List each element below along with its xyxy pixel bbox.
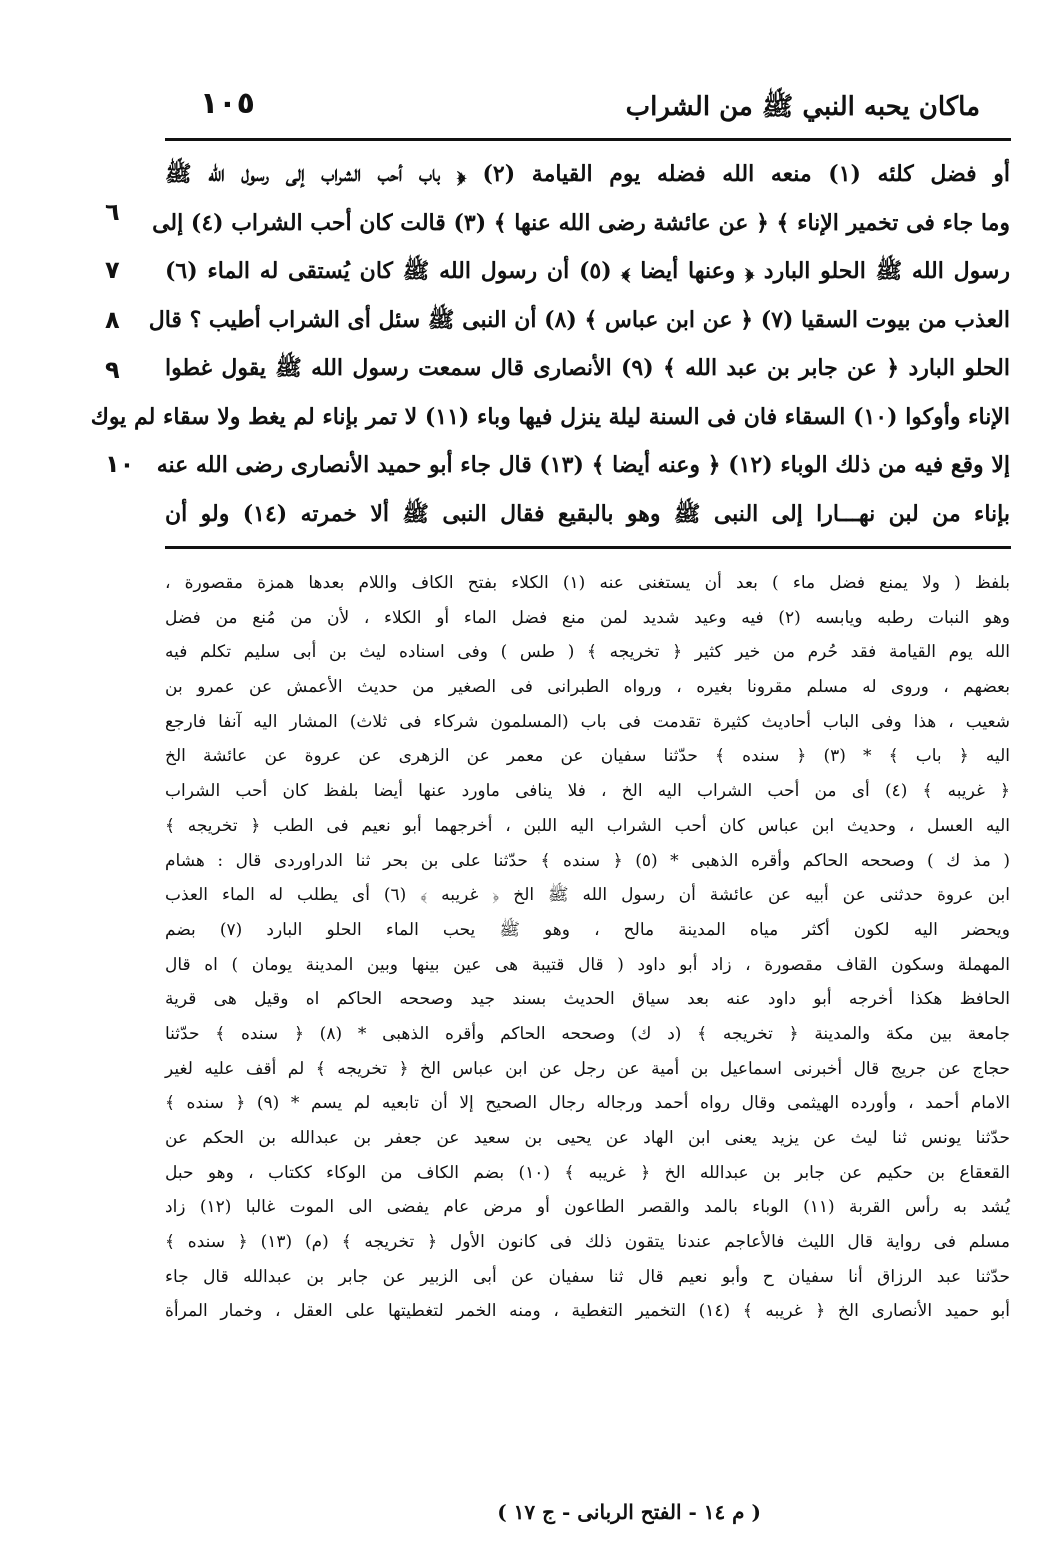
footnotes: [165, 566, 1010, 1329]
footnote-line: حجاج عن جريج قال أخبرنى اسماعيل بن أمية عن رجل عن ابن عباس الخ ﴿ تخريجه ﴾ لم أقف عليه لغير: [165, 1058, 1010, 1079]
footnote-line: الحافظ هكذا أخرجه أبو داود عنه بعد سياق الحديث بسند جيد وصححه الحاكم اه وقيل هى قرية: [165, 989, 1010, 1010]
hadith-number-margin: [0, 0, 150, 540]
footnote-line: بلفظ ( ولا يمنع فضل ماء ) بعد أن يستغنى عنه (١) الكلاء بفتح الكاف واللام بعدها همزة مقصورة ،: [165, 573, 1011, 593]
page-header: [160, 86, 1000, 130]
hadith-number: ٨: [105, 306, 120, 334]
main-text-line: الإناء وأوكوا (١٠) السقاء فان فى السنة ليلة ينزل فيها وباء (١١) لا تمر بإناء لم يغط ولا سقاء لم يوك: [90, 403, 1010, 430]
footnote-line: بعضهم ، وروى له مسلم مقرونا بغيره ، ورواه الطبرانى فى الصغير من حديث الأعمش عن عمرو بن: [165, 677, 1010, 698]
footnote-line: شعيب ، هذا وفى الباب أحاديث كثيرة تقدمت فى باب (المسلمون شركاء فى ثلاث) المشار اليه آنفا فارجع: [165, 711, 1010, 732]
footnote-line: وهو النبات رطبه ويابسه (٢) فيه وعيد شديد لمن منع فضل الماء أو الكلاء ، لأن من مُنع من فضل: [165, 607, 1010, 628]
page-number: ١٠٥: [200, 86, 255, 121]
main-text-line: العذب من بيوت السقيا (٧) ﴿ عن ابن عباس ﴾ (٨) أن النبى ﷺ سئل أى الشراب أطيب ؟ قال: [148, 306, 1010, 333]
signature-mark: ( م ١٤ - الفتح الربانى - ج ١٧ ): [497, 1500, 761, 1524]
footnote-line: حدّثنا عبد الرزاق أنا سفيان ح وأبو نعيم قال ثنا سفيان عن أبى الزبير عن جابر بن عبدالله قال جاء: [165, 1266, 1010, 1287]
footnote-line: المهملة وسكون القاف مقصورة ، زاد أبو داود ( قال قتيبة هى عين بينها وبين المدينة يومان ) اه قال: [165, 954, 1010, 975]
hadith-number: ١٠: [105, 450, 135, 478]
footnote-line: ﴿ غريبه ﴾ (٤) أى من أحب الشراب اليه الخ ، فلا ينافى ماورد عنها أيضا بلفظ كان أحب الشراب: [165, 781, 1010, 802]
footnote-line: القعقاع بن حكيم عن جابر بن عبدالله الخ ﴿ غريبه ﴾ (١٠) بضم الكاف من الوكاء ككتاب ، وهو حبل: [165, 1162, 1010, 1183]
running-title: ماكان يحبه النبي ﷺ من الشراب: [625, 92, 980, 122]
main-text-line: رسول الله ﷺ الحلو البارد ﴿ وعنها أيضا ﴾ (٥) أن رسول الله ﷺ كان يُستقى له الماء (٦): [165, 258, 1010, 284]
main-text-line: وما جاء فى تخمير الإناء ﴾ ﴿ عن عائشة رضى الله عنها ﴾ (٣) قالت كان أحب الشراب (٤) إلى: [152, 209, 1010, 236]
footnote-line: الامام أحمد ، وأورده الهيثمى وقال رواه أحمد ورجاله رجال الصحيح إلا أن تابعيه لم يسم * (٩) ﴿ سنده ﴾: [165, 1093, 1010, 1114]
hadith-number: ٦: [105, 198, 120, 226]
footnote-line: جامعة بين مكة والمدينة ﴿ تخريجه ﴾ (د ك) وصححه الحاكم وأقره الذهبى * (٨) ﴿ سنده ﴾ حدّثنا: [165, 1023, 1010, 1044]
footnote-line: أبو حميد الأنصارى الخ ﴿ غريبه ﴾ (١٤) التخمير التغطية ، ومنه الخمر لتغطيتها على العقل ، وخمار المرأة: [165, 1301, 1011, 1322]
footnote-line: اليه ﴿ باب ﴾ * (٣) ﴿ سنده ﴾ حدّثنا سفيان عن معمر عن الزهرى عن عروة عن عائشة الخ: [165, 746, 1010, 767]
footnote-line: ( مذ ك ) وصححه الحاكم وأقره الذهبى * (٥) ﴿ سنده ﴾ حدّثنا على بن بحر ثنا الدراوردى قال : هشام: [165, 850, 1010, 871]
main-text-line: أو فضل كلئه (١) منعه الله فضله يوم القيامة (٢) ﴿ باب أحب الشراب إلى رسول الله ﷺ: [165, 161, 1010, 187]
hadith-number: ٧: [105, 256, 120, 284]
footnote-line: الله يوم القيامة فقد حُرم من خير كثير ﴿ تخريجه ﴾ ( طس ) وفى اسناده ليث بن أبى سليم تكلم فيه: [165, 642, 1010, 663]
main-text: [90, 150, 1010, 538]
hadith-number: ٩: [105, 356, 120, 384]
footnote-line: حدّثنا يونس ثنا ليث عن يزيد يعنى ابن الهاد عن يحيى بن سعيد عن جعفر بن عبدالله بن الحكم عن: [165, 1128, 1010, 1148]
main-text-line: إلا وقع فيه من ذلك الوباء (١٢) ﴿ وعنه أيضا ﴾ (١٣) قال جاء أبو حميد الأنصارى رضى الله عنه: [156, 452, 1010, 478]
header-rule: [165, 138, 1011, 141]
footnote-line: يُشد به رأس القربة (١١) الوباء بالمد والقصر الطاعون أو مرض عام يفضى الى الموت غالبا (١٢) زاد: [165, 1197, 1011, 1218]
footnote-line: ويحضر اليه لكون أكثر مياه المدينة مالح ، وهو ﷺ يحب الماء الحلو البارد (٧) بضم: [165, 919, 1010, 940]
main-text-line: بإناء من لبن نهـــارا إلى النبى ﷺ وهو بالبقيع فقال النبى ﷺ ألا خمرته (١٤) ولو أن: [165, 500, 1010, 527]
footnote-line: مسلم فى رواية قال الليث فالأعاجم عندنا يتقون ذلك فى كانون الأول ﴿ تخريجه ﴾ (م) (١٣) ﴿ سنده ﴾: [165, 1232, 1010, 1253]
footnote-line: ابن عروة حدثنى عن أبيه عن عائشة أن رسول الله ﷺ الخ ﴿ غريبه ﴾ (٦) أى يطلب له الماء العذب: [165, 885, 1010, 906]
footnote-line: اليه العسل ، وحديث ابن عباس كان أحب الشراب اليه اللبن ، أخرجهما أبو نعيم فى الطب ﴿ تخريجه ﴾: [165, 815, 1010, 836]
footnote-separator: [165, 546, 1011, 549]
main-text-line: الحلو البارد ﴿ عن جابر بن عبد الله ﴾ (٩) الأنصارى قال سمعت رسول الله ﷺ يقول غطوا: [165, 355, 1010, 381]
